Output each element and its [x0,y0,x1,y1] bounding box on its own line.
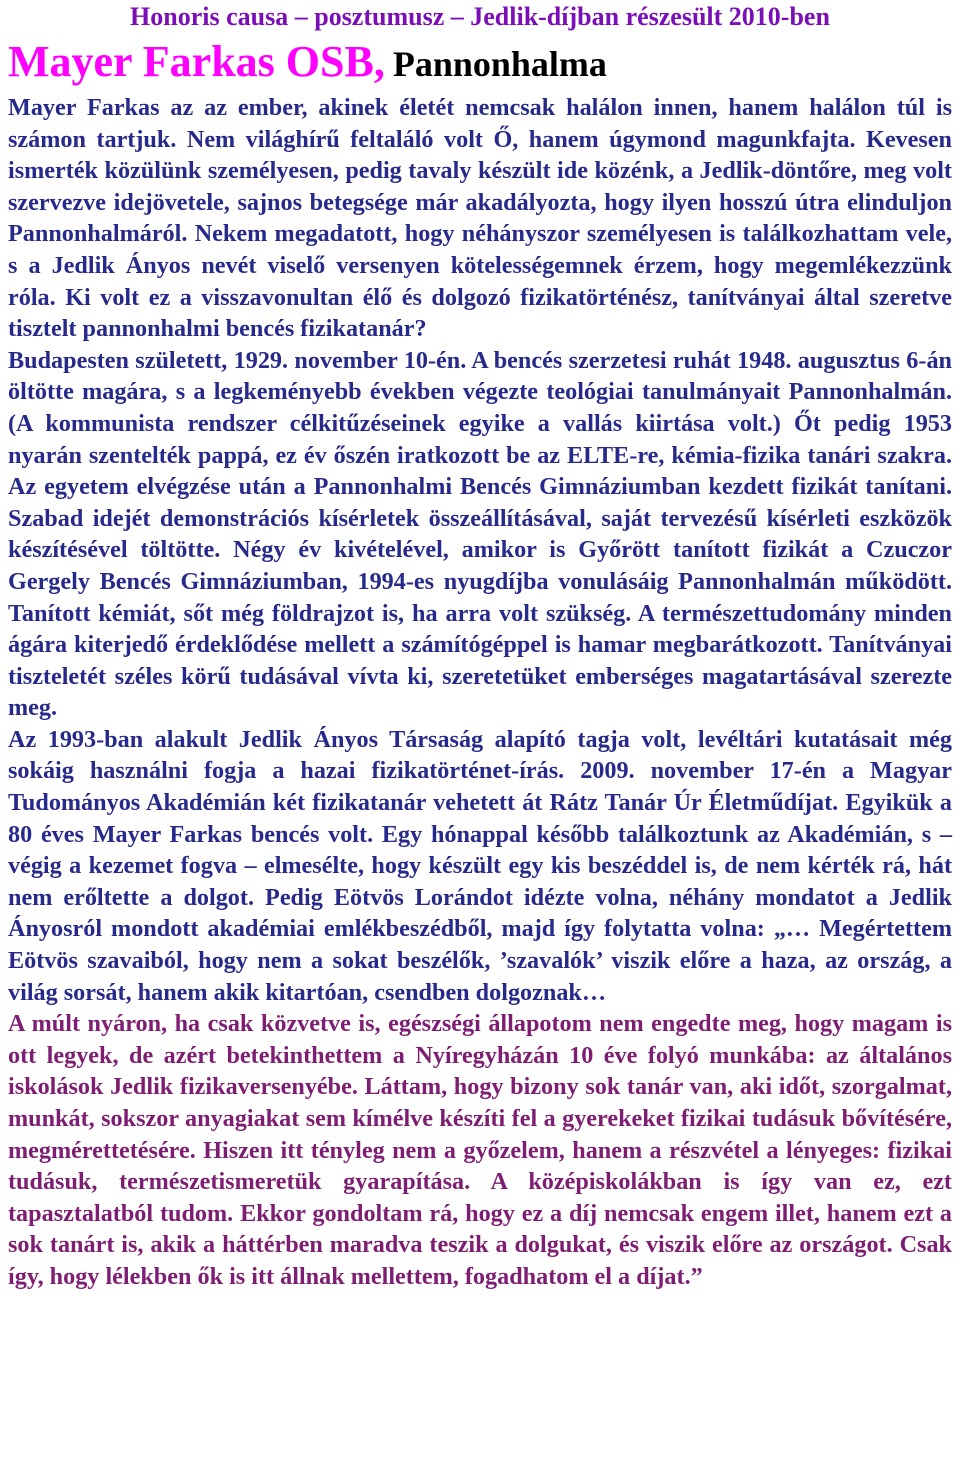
award-subtitle: Honoris causa – posztumusz – Jedlik-díjban részesült 2010-ben [130,2,830,31]
article [8,0,952,1293]
closing-paragraph: A múlt nyáron, ha csak közvetve is, egészségi állapotom nem engedte meg, hogy magam is ott legyek, de azért betekinthettem a Nyíregyházán 10 éve folyó munkába: az általános iskolások Jedlik fizikaversenyébe. Láttam, hogy bizony sok tanár van, aki időt, szorgalmat, munkát, sokszor anyagiakat sem kímélve készíti fel a gyerekeket fizikai tudásuk bővítésére, megmérettetésére. Hiszen itt tényleg nem a győzelem, hanem a részvétel a lényeges: fizikai tudásuk, természetismeretük gyarapítása. A középiskolákban is így van ez, ezt tapasztalatból tudom. Ekkor gondoltam rá, hogy ez a díj nemcsak engem illet, hanem ezt a sok tanárt is, akik a háttérben maradva teszik a dolgukat, és viszik előre az országot. Csak így, hogy lélekben ők is itt állnak mellettem, fogadhatom el a díjat.” [8,1010,952,1290]
laureate-name: Mayer Farkas OSB, [8,37,385,86]
biography-paragraph: Budapesten született, 1929. november 10-én. A bencés szerzetesi ruhát 1948. augusztus 6-án öltötte magára, s a legkeményebb években végezte teológiai tanulmányait Pannonhalmán. (A kommunista rendszer célkitűzéseinek egyike a vallás kiirtása volt.) Őt pedig 1953 nyarán szentelték pappá, ez év őszén iratkozott be az ELTE-re, kémia-fizika tanári szakra. Az egyetem elvégzése után a Pannonhalmi Bencés Gimnáziumban kezdett fizikát tanítani. Szabad idejét demonstrációs kísérletek összeállításával, saját tervezésű kísérleti eszközök készítésével töltötte. Négy év kivételével, amikor is Győrött tanított fizikát a Czuczor Gergely Bencés Gimnáziumban, 1994-es nyugdíjba vonulásáig Pannonhalmán működött. Tanított kémiát, sőt még földrajzot is, ha arra volt szükség. A természettudomány minden ágára kiterjedő érdeklődése mellett a számítógéppel is hamar megbarátkozott. Tanítványai tiszteletét széles körű tudásával vívta ki, szeretetüket emberséges magatartásával szerezte meg. [8,346,952,722]
intro-paragraph: Mayer Farkas az az ember, akinek életét nemcsak halálon innen, hanem halálon túl is számon tartjuk. Nem világhírű feltaláló volt Ő, hanem úgymond magunkfajta. Kevesen ismerték közülünk személyesen, pedig tavaly készült ide közénk, a Jedlik-döntőre, meg volt szervezve idejövetele, sajnos betegsége már akadályozta, hogy ilyen hosszú útra elinduljon Pannonhalmáról. Nekem megadatott, hogy néhányszor személyesen is találkozhattam vele, s a Jedlik Ányos nevét viselő versenyen kötelességemnek érzem, hogy megemlékezzünk róla. Ki volt ez a visszavonultan élő és dolgozó fizikatörténész, tanítványai által szeretve tisztelt pannonhalmi bencés fizikatanár? [8,94,952,343]
title [8,32,952,92]
laureate-place: Pannonhalma [392,44,607,84]
legacy-paragraph: Az 1993-ban alakult Jedlik Ányos Társaság alapító tagja volt, levéltári kutatásait még sokáig használni fogja a hazai fizikatörténet-írás. 2009. november 17-én a Magyar Tudományos Akadémián két fizikatanár vehetett át Rátz Tanár Úr Életműdíjat. Egyikük a 80 éves Mayer Farkas bencés volt. Egy hónappal később találkoztunk az Akadémián, s – végig a kezemet fogva – elmesélte, hogy készült egy kis beszéddel is, de nem kérték rá, hát nem erőltette a dolgot. Pedig Eötvös Lorándot idézte volna, néhány mondatot a Jedlik Ányosról mondott akadémiai emlékbeszédből, majd így folytatta volna: „… Megértettem Eötvös szavaiból, hogy nem a sokat beszélők, ’szavalók’ viszik előre a haza, az ország, a világ sorsát, hanem akik kitartóan, csendben dolgoznak… [8,725,952,1006]
